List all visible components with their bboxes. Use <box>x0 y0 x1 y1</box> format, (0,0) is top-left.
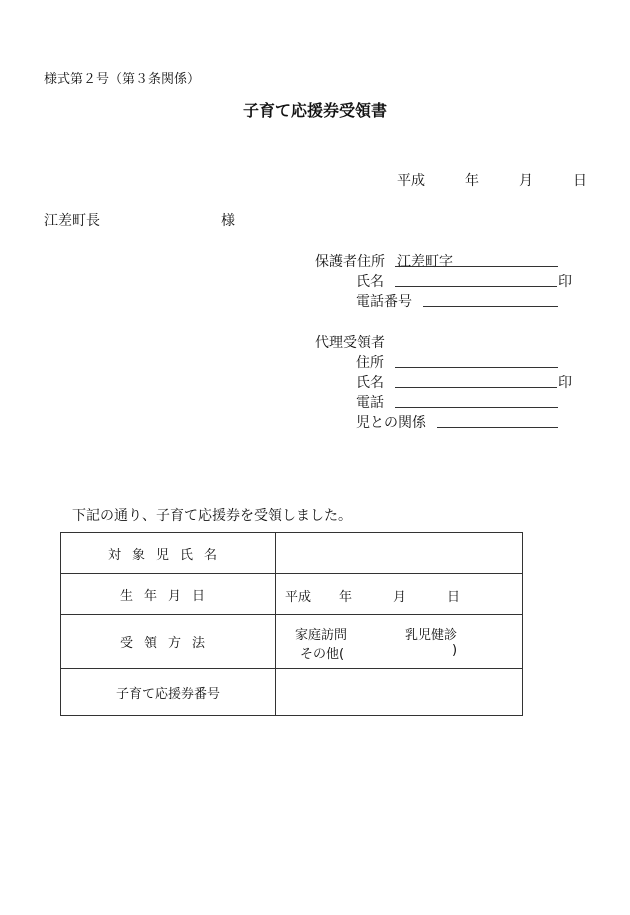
guardian-seal-mark: 印 <box>558 274 572 290</box>
proxy-relation-label: 児との関係 <box>356 415 426 431</box>
table-row <box>61 669 523 716</box>
birth-date-day: 日 <box>447 590 461 605</box>
form-number: 様式第２号（第３条関係） <box>44 72 201 87</box>
birth-date-year: 年 <box>339 590 353 605</box>
proxy-relation-line[interactable] <box>437 427 558 428</box>
voucher-number-cell[interactable] <box>276 669 523 716</box>
table-label-cell <box>61 615 276 669</box>
method-home-visit[interactable]: 家庭訪問 <box>295 628 348 643</box>
document-title: 子育て応援券受領書 <box>242 101 387 120</box>
birth-date-month: 月 <box>393 590 407 605</box>
table-row <box>61 574 523 615</box>
date-day: 日 <box>573 173 587 189</box>
guardian-phone-label: 電話番号 <box>356 294 412 310</box>
addressee-name: 江差町長 <box>44 213 100 229</box>
method-other-close: ) <box>452 643 458 658</box>
proxy-seal-mark: 印 <box>558 375 572 391</box>
table-label-cell <box>61 669 276 716</box>
birth-date-cell[interactable] <box>276 574 523 615</box>
receipt-statement: 下記の通り、子育て応援券を受領しました。 <box>72 508 352 524</box>
method-other[interactable]: その他( <box>300 647 345 662</box>
voucher-number-label: 子育て応援券番号 <box>115 686 220 702</box>
method-cell <box>276 615 523 669</box>
guardian-address-label: 保護者住所 <box>315 254 385 270</box>
table-row <box>61 615 523 669</box>
guardian-address-value: 江差町字 <box>397 254 453 270</box>
addressee-honorific: 様 <box>221 213 235 229</box>
child-name-label: 対象児氏名 <box>107 547 228 563</box>
proxy-name-line[interactable] <box>395 387 557 388</box>
date-month: 月 <box>519 173 533 189</box>
proxy-phone-line[interactable] <box>395 407 558 408</box>
table-label-cell <box>61 533 276 574</box>
proxy-address-line[interactable] <box>395 367 558 368</box>
proxy-address-label: 住所 <box>356 355 384 371</box>
child-name-cell[interactable] <box>276 533 523 574</box>
table-row <box>61 533 523 574</box>
birth-date-label: 生年月日 <box>119 588 216 604</box>
receipt-table <box>60 532 523 716</box>
table-label-cell <box>61 574 276 615</box>
proxy-phone-label: 電話 <box>356 395 384 411</box>
date-era: 平成 <box>397 173 425 189</box>
guardian-phone-line[interactable] <box>423 306 558 307</box>
method-label: 受領方法 <box>119 636 216 651</box>
proxy-heading: 代理受領者 <box>315 335 385 351</box>
guardian-name-label: 氏名 <box>356 274 384 290</box>
birth-date-era: 平成 <box>285 590 312 605</box>
proxy-name-label: 氏名 <box>356 375 384 391</box>
guardian-name-line[interactable] <box>395 286 557 287</box>
method-checkup[interactable]: 乳児健診 <box>405 628 458 643</box>
date-year: 年 <box>465 173 479 189</box>
guardian-address-line[interactable] <box>395 266 558 267</box>
